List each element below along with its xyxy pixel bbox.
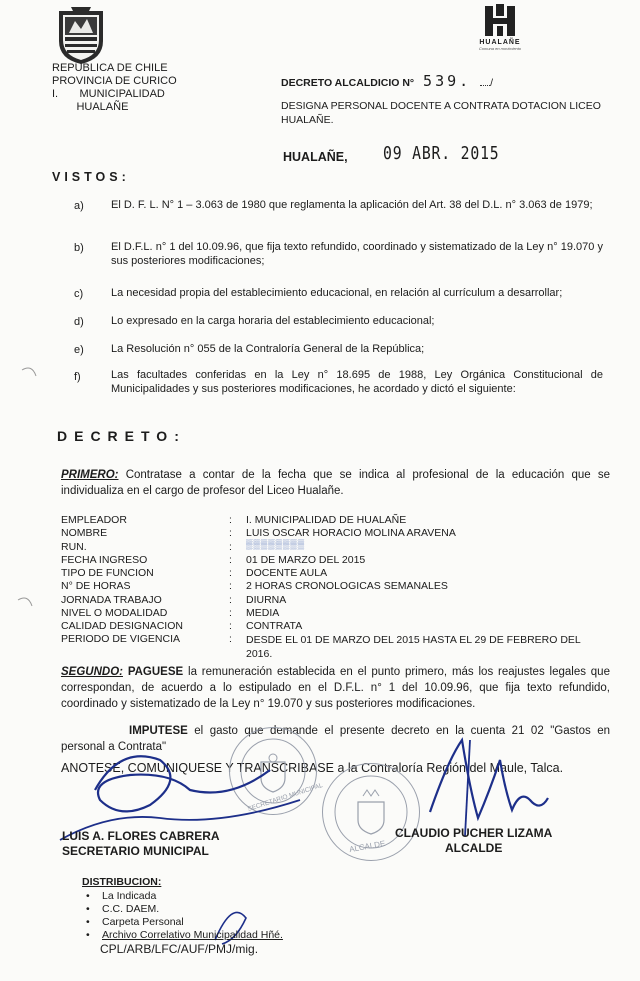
vistos-item-letter: a) xyxy=(74,200,84,212)
row-label: FECHA INGRESO xyxy=(61,554,148,566)
vistos-item-letter: b) xyxy=(74,242,84,254)
row-colon: : xyxy=(229,541,232,553)
municipal-crest-logo xyxy=(55,5,107,65)
distribution-title: DISTRIBUCION: xyxy=(82,876,162,888)
row-colon: : xyxy=(229,514,232,526)
row-label: RUN. xyxy=(61,541,87,553)
vistos-item-letter: d) xyxy=(74,316,84,328)
row-colon: : xyxy=(229,633,232,645)
list-item: • C.C. DAEM. xyxy=(86,903,283,916)
row-colon: : xyxy=(229,527,232,539)
row-colon: : xyxy=(229,554,232,566)
logo-text: HUALAÑE xyxy=(479,39,521,46)
anotese-line: ANOTESE, COMUNIQUESE Y TRANSCRIBASE a la Contraloría Región del Maule, Talca. xyxy=(61,761,564,775)
primero-paragraph xyxy=(61,467,610,499)
place: HUALAÑE, xyxy=(283,150,348,164)
hualane-logo xyxy=(476,4,524,54)
decreto-title: DECRETO: xyxy=(57,428,186,444)
signer-name: CLAUDIO PUCHER LIZAMA xyxy=(395,826,553,840)
redacted-run: ▒▒▒▒▒▒▒▒ xyxy=(246,539,306,549)
logo-subtext: Comuna en movimiento xyxy=(478,46,522,51)
row-value: LUIS OSCAR HORACIO MOLINA ARAVENA xyxy=(246,527,456,539)
signer-title: ALCALDE xyxy=(445,841,503,855)
secretary-stamp xyxy=(229,727,324,815)
row-label: N° DE HORAS xyxy=(61,580,131,592)
row-label: TIPO DE FUNCION xyxy=(61,567,154,579)
segundo-bold: PAGUESE xyxy=(127,666,184,678)
vistos-item-text: Lo expresado en la carga horaria del establecimiento educacional; xyxy=(111,315,435,327)
row-label: NIVEL O MODALIDAD xyxy=(61,607,168,619)
vistos-item-text: El D.F.L. n° 1 del 10.09.96, que fija texto refundido, coordinado y sistematizado de la Ley n° 19.070 y sus posteriores modificaciones; xyxy=(111,241,603,267)
segundo-text: la remuneración establecida en el punto primero, más los reajustes legales que correspondan, de acuerdo a lo estipulado en el D.F.L. n° 1 del 10.09.96, que fija texto refundido, coordinado y sistematizado de la Ley n° 19.070 y sus posteriores modificaciones. xyxy=(61,666,610,710)
decreto-label: DECRETO ALCALDICIO N° xyxy=(281,77,415,89)
row-value: CONTRATA xyxy=(246,620,303,632)
stamp-right-text: ALCALDE xyxy=(348,838,386,855)
row-value: DOCENTE AULA xyxy=(246,567,328,579)
row-label: PERIODO DE VIGENCIA xyxy=(61,633,181,645)
row-label: JORNADA TRABAJO xyxy=(61,594,162,606)
primero-text: Contratase a contar de la fecha que se indica al profesional de la educación que se individualiza en el cargo de profesor del Liceo Hualañe. xyxy=(61,469,610,497)
vistos-item-text: La necesidad propia del establecimiento educacional, en relación al currículum a desarrollar; xyxy=(111,287,563,299)
issuer-line: I. MUNICIPALIDAD xyxy=(52,88,165,100)
decreto-subject: DESIGNA PERSONAL DOCENTE A CONTRATA DOTACION LICEO HUALAÑE. xyxy=(281,100,601,126)
signer-title: SECRETARIO MUNICIPAL xyxy=(62,844,209,858)
imputese-text: el gasto que demande el presente decreto en la cuenta 21 02 "Gastos en personal a Contrata" xyxy=(61,725,610,753)
vistos-item-letter: c) xyxy=(74,288,84,300)
row-colon: : xyxy=(229,594,232,606)
row-label: CALIDAD DESIGNACION xyxy=(61,620,183,632)
row-label: NOMBRE xyxy=(61,527,108,539)
vistos-item-text: La Resolución n° 055 de la Contraloría General de la República; xyxy=(111,343,425,355)
row-colon: : xyxy=(229,607,232,619)
vistos-item-letter: e) xyxy=(74,344,84,356)
row-colon: : xyxy=(229,620,232,632)
row-value: DESDE EL 01 DE MARZO DEL 2015 HASTA EL 29 DE FEBRERO DEL 2016. xyxy=(246,634,581,660)
row-value: I. MUNICIPALIDAD DE HUALAÑE xyxy=(246,514,407,526)
vistos-item-text: Las facultades conferidas en la Ley n° 18.695 de 1988, Ley Orgánica Constitucional de Municipalidades y sus posteriores modificaciones, he acordado y dictó el siguiente: xyxy=(111,369,603,395)
imputese-paragraph xyxy=(61,723,610,755)
segundo-paragraph xyxy=(61,664,610,712)
row-value: 2 HORAS CRONOLOGICAS SEMANALES xyxy=(246,580,448,592)
decreto-number-line: DECRETO ALCALDICIO N° 539. / xyxy=(281,72,494,90)
segundo-label: SEGUNDO: xyxy=(61,666,123,678)
row-colon: : xyxy=(229,567,232,579)
list-item: • Archivo Correlativo Municipalidad Hñé. xyxy=(86,929,283,942)
row-value: DIURNA xyxy=(246,594,287,606)
vistos-title: VISTOS: xyxy=(52,170,130,184)
decreto-number: 539. xyxy=(423,72,472,90)
typist-initials: CPL/ARB/LFC/AUF/PMJ/mig. xyxy=(100,942,259,956)
signer-name: LUIS A. FLORES CABRERA xyxy=(62,829,220,843)
stamp-left-text: SECRETARIO MUNICIPAL xyxy=(246,782,324,813)
row-label: EMPLEADOR xyxy=(61,514,127,526)
row-value: 01 DE MARZO DEL 2015 xyxy=(246,554,366,566)
vistos-item-text: El D. F. L. N° 1 – 3.063 de 1980 que reglamenta la aplicación del Art. 38 del D.L. n° 3.063 de 1979; xyxy=(111,199,593,211)
row-value: MEDIA xyxy=(246,607,280,619)
issuer-line: PROVINCIA DE CURICO xyxy=(52,75,177,87)
issuer-line: HUALAÑE xyxy=(52,101,129,113)
list-item: • Carpeta Personal xyxy=(86,916,283,929)
date-stamp: 09 ABR. 2015 xyxy=(383,143,500,164)
signature-block-right xyxy=(395,826,552,856)
list-item: • La Indicada xyxy=(86,890,283,903)
signature-block-left xyxy=(62,829,220,859)
issuer-block xyxy=(52,62,177,114)
vistos-item-letter: f) xyxy=(74,371,81,383)
issuer-line: REPUBLICA DE CHILE xyxy=(52,62,168,74)
distribution-list xyxy=(86,890,283,942)
imputese-bold: IMPUTESE xyxy=(129,725,188,737)
row-colon: : xyxy=(229,580,232,592)
primero-label: PRIMERO: xyxy=(61,469,119,481)
